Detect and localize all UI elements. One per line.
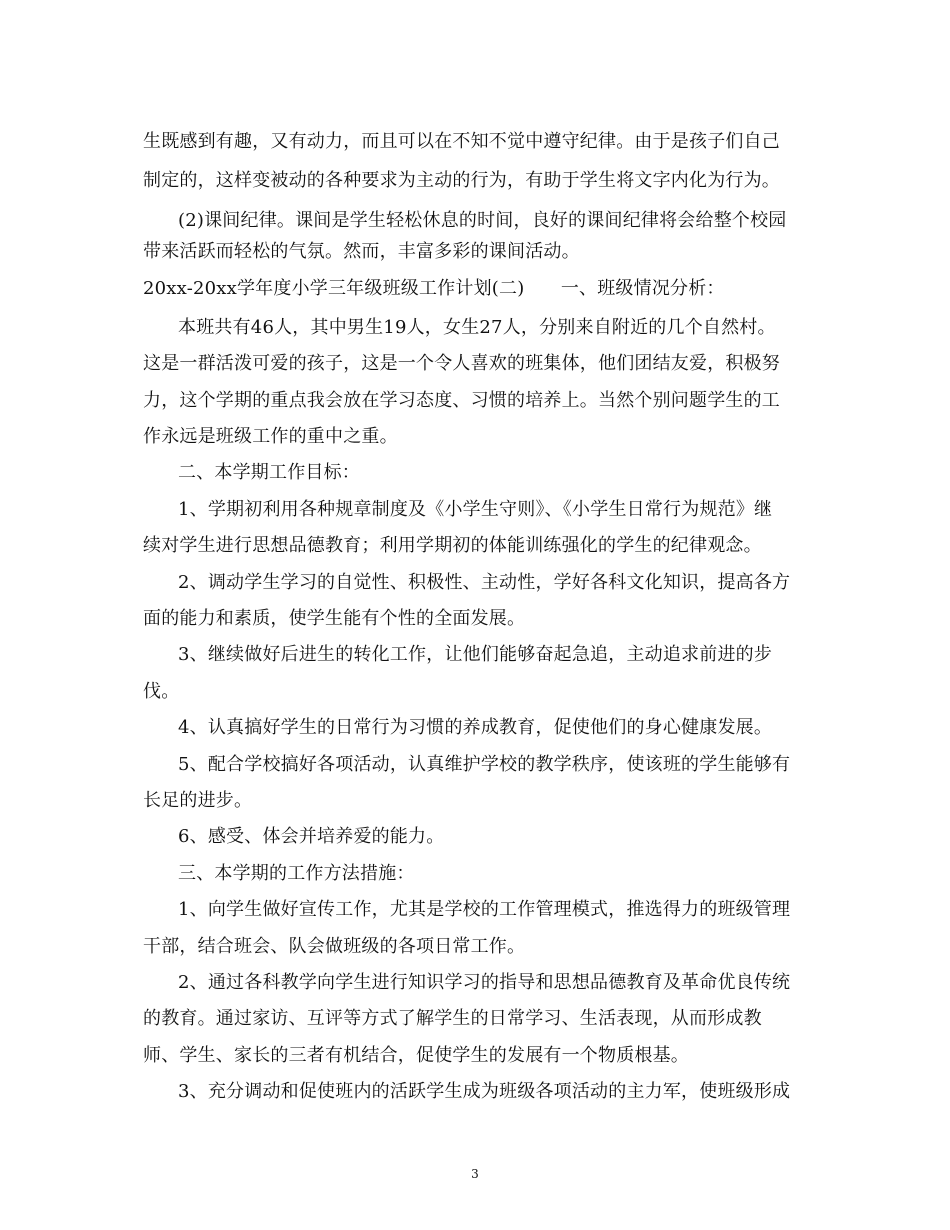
list-item-text: 6、感受、体会并培养爱的能力。 (178, 826, 445, 847)
section-heading: 三、本学期的工作方法措施： (178, 863, 415, 884)
list-item-text: 2、通过各科教学向学生进行知识学习的指导和思想品德教育及革命优良传统 (178, 972, 791, 993)
page-number: 3 (471, 1167, 479, 1181)
body-text-line: 制定的，这样变被动的各种要求为主动的行为，有助于学生将文字内化为行为。 (143, 170, 780, 191)
body-text-line: 生既感到有趣，又有动力，而且可以在不知不觉中遵守纪律。由于是孩子们自己 (143, 131, 780, 152)
section-heading: 二、本学期工作目标： (178, 462, 360, 483)
body-text-line: 力，这个学期的重点我会放在学习态度、习惯的培养上。当然个别问题学生的工 (143, 390, 780, 411)
list-item-text: 伐。 (143, 681, 180, 702)
body-text-line: 这是一群活泼可爱的孩子，这是一个令人喜欢的班集体，他们团结友爱，积极努 (143, 353, 780, 374)
list-item-text: 3、充分调动和促使班内的活跃学生成为班级各项活动的主力军，使班级形成 (178, 1081, 791, 1102)
list-item-text: 长足的进步。 (143, 790, 253, 811)
list-item-text: 续对学生进行思想品德教育；利用学期初的体能训练强化的学生的纪律观念。 (143, 535, 762, 556)
body-text-line: 本班共有46人，其中男生19人，女生27人，分别来自附近的几个自然村。 (178, 317, 776, 338)
list-item-text: 干部，结合班会、队会做班级的各项日常工作。 (143, 936, 526, 957)
list-item-text: 的教育。通过家访、互评等方式了解学生的日常学习、生活表现，从而形成教 (143, 1008, 762, 1029)
list-item-text: 5、配合学校搞好各项活动，认真维护学校的教学秩序，使该班的学生能够有 (178, 754, 791, 775)
list-item-text: 3、继续做好后进生的转化工作，让他们能够奋起急追，主动追求前进的步 (178, 644, 773, 665)
body-text-line: (2)课间纪律。课间是学生轻松休息的时间，良好的课间纪律将会给整个校园 (178, 210, 787, 231)
list-item-text: 1、学期初利用各种规章制度及《小学生守则》、《小学生日常行为规范》继 (178, 499, 773, 520)
list-item-text: 面的能力和素质，使学生能有个性的全面发展。 (143, 608, 526, 629)
list-item-text: 4、认真搞好学生的日常行为习惯的养成教育，促使他们的身心健康发展。 (178, 717, 773, 738)
section-heading-line: 20xx-20xx学年度小学三年级班级工作计划(二) 一、班级情况分析： (143, 278, 725, 299)
list-item-text: 2、调动学生学习的自觉性、积极性、主动性，学好各科文化知识，提高各方 (178, 572, 791, 593)
list-item-text: 师、学生、家长的三者有机结合，促使学生的发展有一个物质根基。 (143, 1045, 689, 1066)
list-item-text: 1、向学生做好宣传工作，尤其是学校的工作管理模式，推选得力的班级管理 (178, 899, 791, 920)
body-text-line: 带来活跃而轻松的气氛。然而，丰富多彩的课间活动。 (143, 241, 580, 262)
body-text-line: 作永远是班级工作的重中之重。 (143, 426, 398, 447)
